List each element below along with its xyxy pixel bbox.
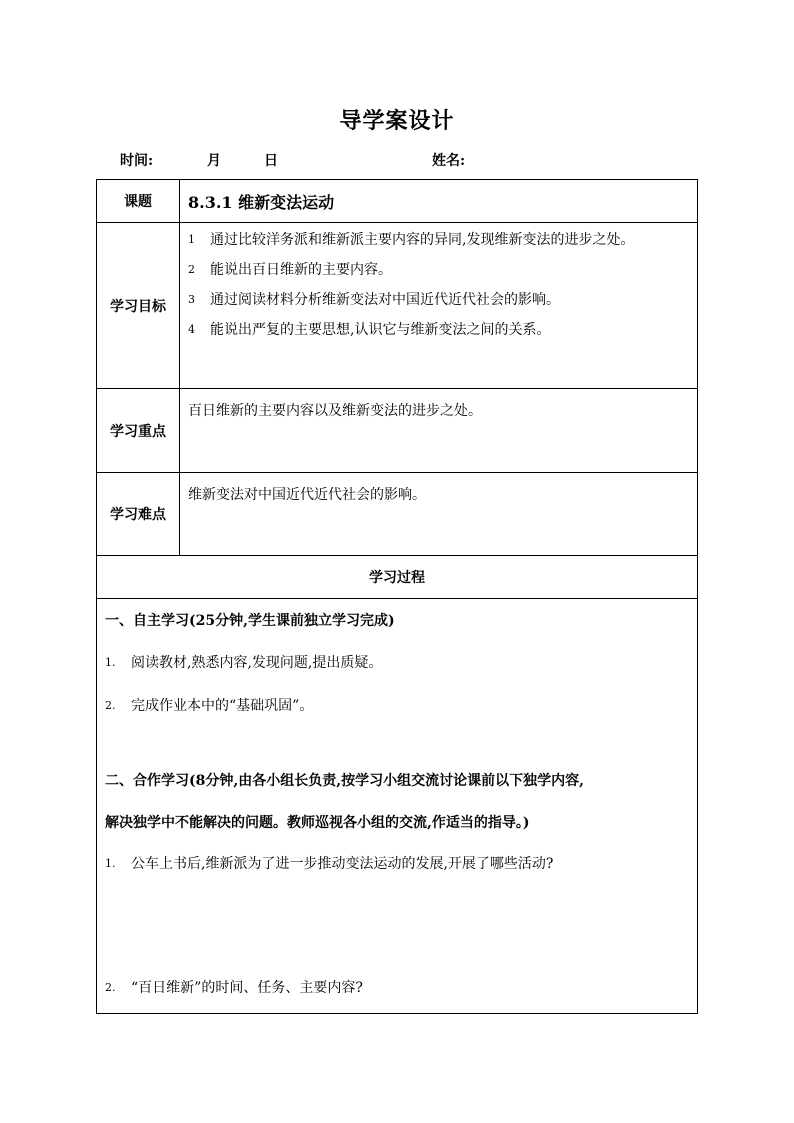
- document-title: 导学案设计: [339, 108, 455, 134]
- day-label: 日: [264, 153, 278, 169]
- goals-row: [97, 223, 698, 389]
- goal-item: 3 通过阅读材料分析维新变法对中国近代近代社会的影响。: [188, 292, 560, 308]
- difficulties-label: 学习难点: [97, 473, 180, 556]
- month-label: 月: [207, 153, 221, 169]
- goals-label: 学习目标: [97, 223, 180, 389]
- header-meta: [0, 150, 794, 170]
- difficulties-text: 维新变法对中国近代近代社会的影响。: [180, 473, 698, 556]
- topic-label: 课题: [97, 180, 180, 223]
- time-label: 时间:: [120, 153, 154, 169]
- list-item: 1. 阅读教材,熟悉内容,发现问题,提出质疑。: [105, 655, 383, 671]
- topic-row: [97, 180, 698, 223]
- list-item: 1. 公车上书后,维新派为了进一步推动变法运动的发展,开展了哪些活动?: [105, 856, 554, 872]
- difficulties-row: [97, 473, 698, 556]
- goals-list: [180, 223, 698, 389]
- key-points-label: 学习重点: [97, 389, 180, 473]
- topic-value: 8.3.1 维新变法运动: [180, 180, 698, 223]
- name-label: 姓名:: [432, 153, 466, 169]
- list-item: 2. 完成作业本中的“基础巩固”。: [105, 698, 314, 714]
- goal-item: 1 通过比较洋务派和维新派主要内容的异同,发现维新变法的进步之处。: [188, 232, 635, 248]
- goal-item: 2 能说出百日维新的主要内容。: [188, 262, 392, 278]
- key-points-row: [97, 389, 698, 473]
- process-body: [97, 599, 698, 1014]
- list-item: 2. “百日维新”的时间、任务、主要内容?: [105, 980, 363, 996]
- process-body-row: [97, 599, 698, 1014]
- key-points-text: 百日维新的主要内容以及维新变法的进步之处。: [180, 389, 698, 473]
- process-header: 学习过程: [97, 556, 698, 599]
- lesson-plan-table: [96, 179, 698, 1014]
- process-header-row: [97, 556, 698, 599]
- section-cooperative-title-cont: 解决独学中不能解决的问题。教师巡视各小组的交流,作适当的指导。): [105, 815, 530, 831]
- section-cooperative-title: 二、合作学习(8分钟,由各小组长负责,按学习小组交流讨论课前以下独学内容,: [105, 773, 584, 789]
- goal-item: 4 能说出严复的主要思想,认识它与维新变法之间的关系。: [188, 322, 551, 338]
- section-self-study-title: 一、自主学习(25分钟,学生课前独立学习完成): [105, 613, 395, 629]
